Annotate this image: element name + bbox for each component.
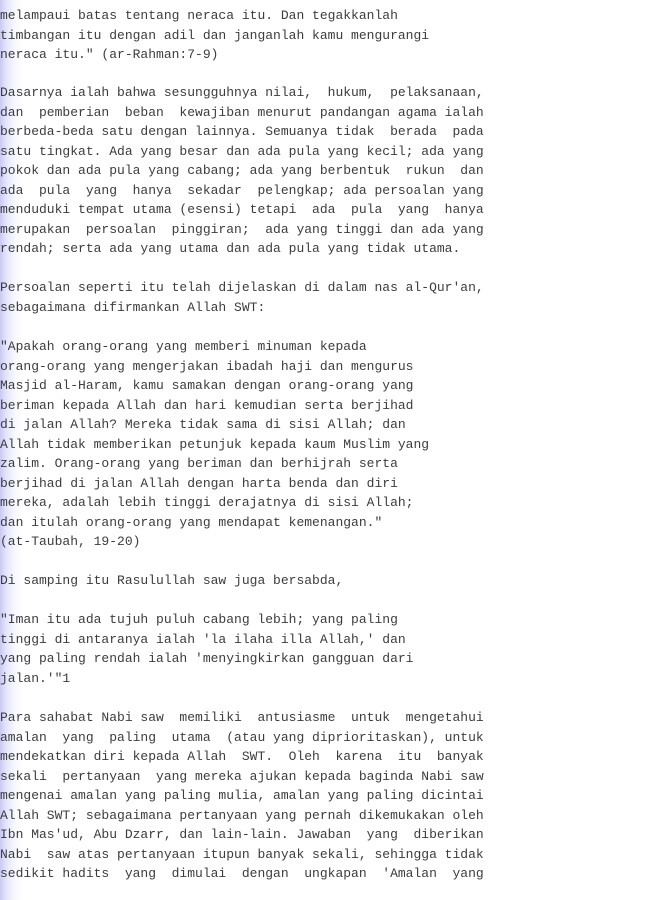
text-line: sekali pertanyaan yang mereka ajukan kepada baginda Nabi saw — [0, 768, 484, 784]
quote-line: jalan.'"1 — [0, 670, 71, 686]
text-line: dan pemberian beban kewajiban menurut pandangan agama ialah — [0, 104, 484, 120]
text-line: merupakan persoalan pinggiran; ada yang tinggi dan ada yang — [0, 221, 484, 237]
quote-citation: (at-Taubah, 19-20) — [0, 534, 141, 549]
quote-line: timbangan itu dengan adil dan janganlah kamu mengurangi — [0, 27, 430, 43]
quote-line: "Iman itu ada tujuh puluh cabang lebih; yang paling — [0, 612, 398, 627]
quote-line: yang paling rendah ialah 'menyingkirkan gangguan dari — [0, 651, 414, 666]
quote-line: orang-orang yang mengerjakan ibadah haji dan mengurus — [0, 358, 414, 374]
text-line: sedikit hadits yang dimulai dengan ungkapan 'Amalan yang — [0, 866, 484, 881]
text-line: Persoalan seperti itu telah dijelaskan di dalam nas al-Qur'an, — [0, 280, 484, 295]
quote-line: di jalan Allah? Mereka tidak sama di sisi Allah; dan — [0, 417, 406, 432]
text-line: berbeda-beda satu dengan lainnya. Semuanya tidak berada pada — [0, 124, 484, 139]
quote-line: dan itulah orang-orang yang mendapat kemenangan." — [0, 514, 383, 530]
quote-line: tinggi di antaranya ialah 'la ilaha illa Allah,' dan — [0, 631, 406, 647]
text-line: Nabi saw atas pertanyaan itupun banyak sekali, sehingga tidak — [0, 846, 484, 862]
text-line: Di samping itu Rasulullah saw juga bersabda, — [0, 573, 344, 588]
text-line: mendekatkan diri kepada Allah SWT. Oleh karena itu banyak — [0, 749, 484, 764]
text-line: ada pula yang hanya sekadar pelengkap; ada persoalan yang — [0, 182, 484, 198]
quote-line: "Apakah orang-orang yang memberi minuman kepada — [0, 339, 367, 354]
text-line: Para sahabat Nabi saw memiliki antusiasme untuk mengetahui — [0, 710, 484, 725]
text-line: pokok dan ada pula yang cabang; ada yang berbentuk rukun dan — [0, 163, 484, 178]
text-line: sebagaimana difirmankan Allah SWT: — [0, 299, 266, 315]
quote-line: neraca itu." (ar-Rahman:7-9) — [0, 47, 219, 62]
quote-line: mereka, adalah lebih tinggi derajatnya di sisi Allah; — [0, 495, 414, 510]
text-line: mengenai amalan yang paling mulia, amalan yang paling dicintai — [0, 788, 484, 803]
text-line: satu tingkat. Ada yang besar dan ada pula yang kecil; ada yang — [0, 143, 484, 159]
text-line: Allah SWT; sebagaimana pertanyaan yang pernah dikemukakan oleh — [0, 807, 484, 823]
quote-line: Masjid al-Haram, kamu samakan dengan orang-orang yang — [0, 378, 414, 393]
quote-line: beriman kepada Allah dan hari kemudian serta berjihad — [0, 397, 414, 413]
text-line: rendah; serta ada yang utama dan ada pula yang tidak utama. — [0, 241, 461, 256]
text-line: menduduki tempat utama (esensi) tetapi ada pula yang hanya — [0, 202, 484, 217]
quote-line: Allah tidak memberikan petunjuk kepada kaum Muslim yang — [0, 436, 430, 452]
text-line: amalan yang paling utama (atau yang diprioritaskan), untuk — [0, 729, 484, 745]
quote-line: berjihad di jalan Allah dengan harta benda dan diri — [0, 475, 398, 491]
quote-line: melampaui batas tentang neraca itu. Dan tegakkanlah — [0, 8, 398, 23]
text-line: Dasarnya ialah bahwa sesungguhnya nilai, hukum, pelaksanaan, — [0, 85, 484, 100]
text-line: Ibn Mas'ud, Abu Dzarr, dan lain-lain. Jawaban yang diberikan — [0, 827, 484, 842]
quote-line: zalim. Orang-orang yang beriman dan berhijrah serta — [0, 456, 398, 471]
